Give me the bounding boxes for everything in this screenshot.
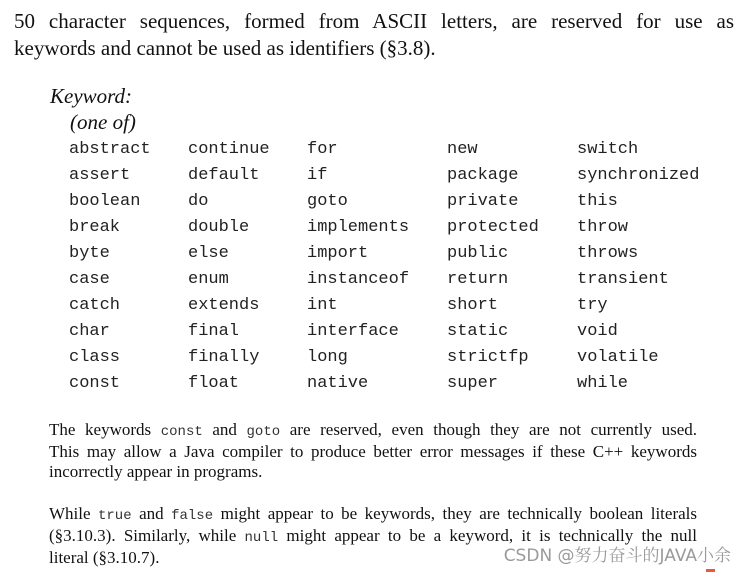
keyword: throw [577,218,629,237]
keyword: final [188,322,240,341]
keyword: return [447,270,509,289]
keyword: private [447,192,519,211]
keyword-column-4 [447,137,539,397]
intro-line-1: 50 character sequences, formed from ASCII letters, are reserved for use as [14,9,734,33]
keyword-column-3 [307,137,409,397]
text: might appear to be a keyword, it is technically the null [278,526,698,545]
keyword: float [188,374,240,393]
code-true: true [98,508,132,524]
note-line-3: incorrectly appear in programs. [49,462,263,481]
keyword: short [447,296,499,315]
keyword: void [577,322,618,341]
keyword: volatile [577,348,659,367]
keyword: int [307,296,338,315]
keyword-column-1 [69,137,151,397]
text: and [202,420,247,439]
keyword: enum [188,270,229,289]
keyword: switch [577,140,639,159]
keyword: interface [307,322,399,341]
literals-line-1 [49,504,697,526]
keyword: default [188,166,260,185]
keyword: native [307,374,369,393]
keyword: byte [69,244,110,263]
keyword: case [69,270,110,289]
text: are reserved, even though they are not currently used. [280,420,698,439]
keyword: while [577,374,629,393]
text: and [131,504,172,523]
keyword: char [69,322,110,341]
text: (§3.10.3). Similarly, while [49,526,245,545]
code-false: false [171,508,214,524]
keyword: import [307,244,369,263]
code-null: null [244,530,279,546]
code-goto: goto [246,424,281,440]
keyword: finally [188,348,260,367]
reserved-keywords-note [49,420,697,482]
keyword: implements [307,218,410,237]
keyword-column-5 [577,137,699,397]
intro-line-2: keywords and cannot be used as identifiers (§3.8). [14,36,436,60]
keyword: strictfp [447,348,529,367]
keyword: long [307,348,348,367]
literals-line-3: literal (§3.10.7). [49,548,160,567]
keyword: continue [188,140,270,159]
keyword: for [307,140,338,159]
csdn-watermark: CSDN @努力奋斗的JAVA小余 [503,546,731,566]
keyword: super [447,374,499,393]
keyword: this [577,192,618,211]
note-line-1 [49,420,697,442]
text: The keywords [49,420,161,439]
intro-paragraph [14,8,734,62]
keyword: class [69,348,121,367]
keyword: goto [307,192,348,211]
keyword: catch [69,296,121,315]
keyword: else [188,244,229,263]
keyword: protected [447,218,539,237]
keyword: assert [69,166,131,185]
text: While [49,504,98,523]
keyword: extends [188,296,260,315]
text: might appear to be keywords, they are technically boolean literals [213,504,697,523]
keyword: package [447,166,519,185]
keyword: double [188,218,250,237]
keyword: throws [577,244,639,263]
keyword: new [447,140,478,159]
keyword: const [69,374,121,393]
keyword: break [69,218,121,237]
keyword: abstract [69,140,151,159]
keyword: static [447,322,509,341]
keyword-column-2 [188,137,270,397]
production-label: Keyword: [50,84,133,108]
keyword: public [447,244,509,263]
code-const: const [160,424,203,440]
keyword: if [307,166,328,185]
one-of-label: (one of) [70,110,136,134]
keyword: boolean [69,192,141,211]
keyword: instanceof [307,270,410,289]
keyword: do [188,192,209,211]
keyword: synchronized [577,166,700,185]
keyword: try [577,296,608,315]
note-line-2: This may allow a Java compiler to produce better error messages if these C++ keywords [49,442,697,461]
keyword: transient [577,270,669,289]
